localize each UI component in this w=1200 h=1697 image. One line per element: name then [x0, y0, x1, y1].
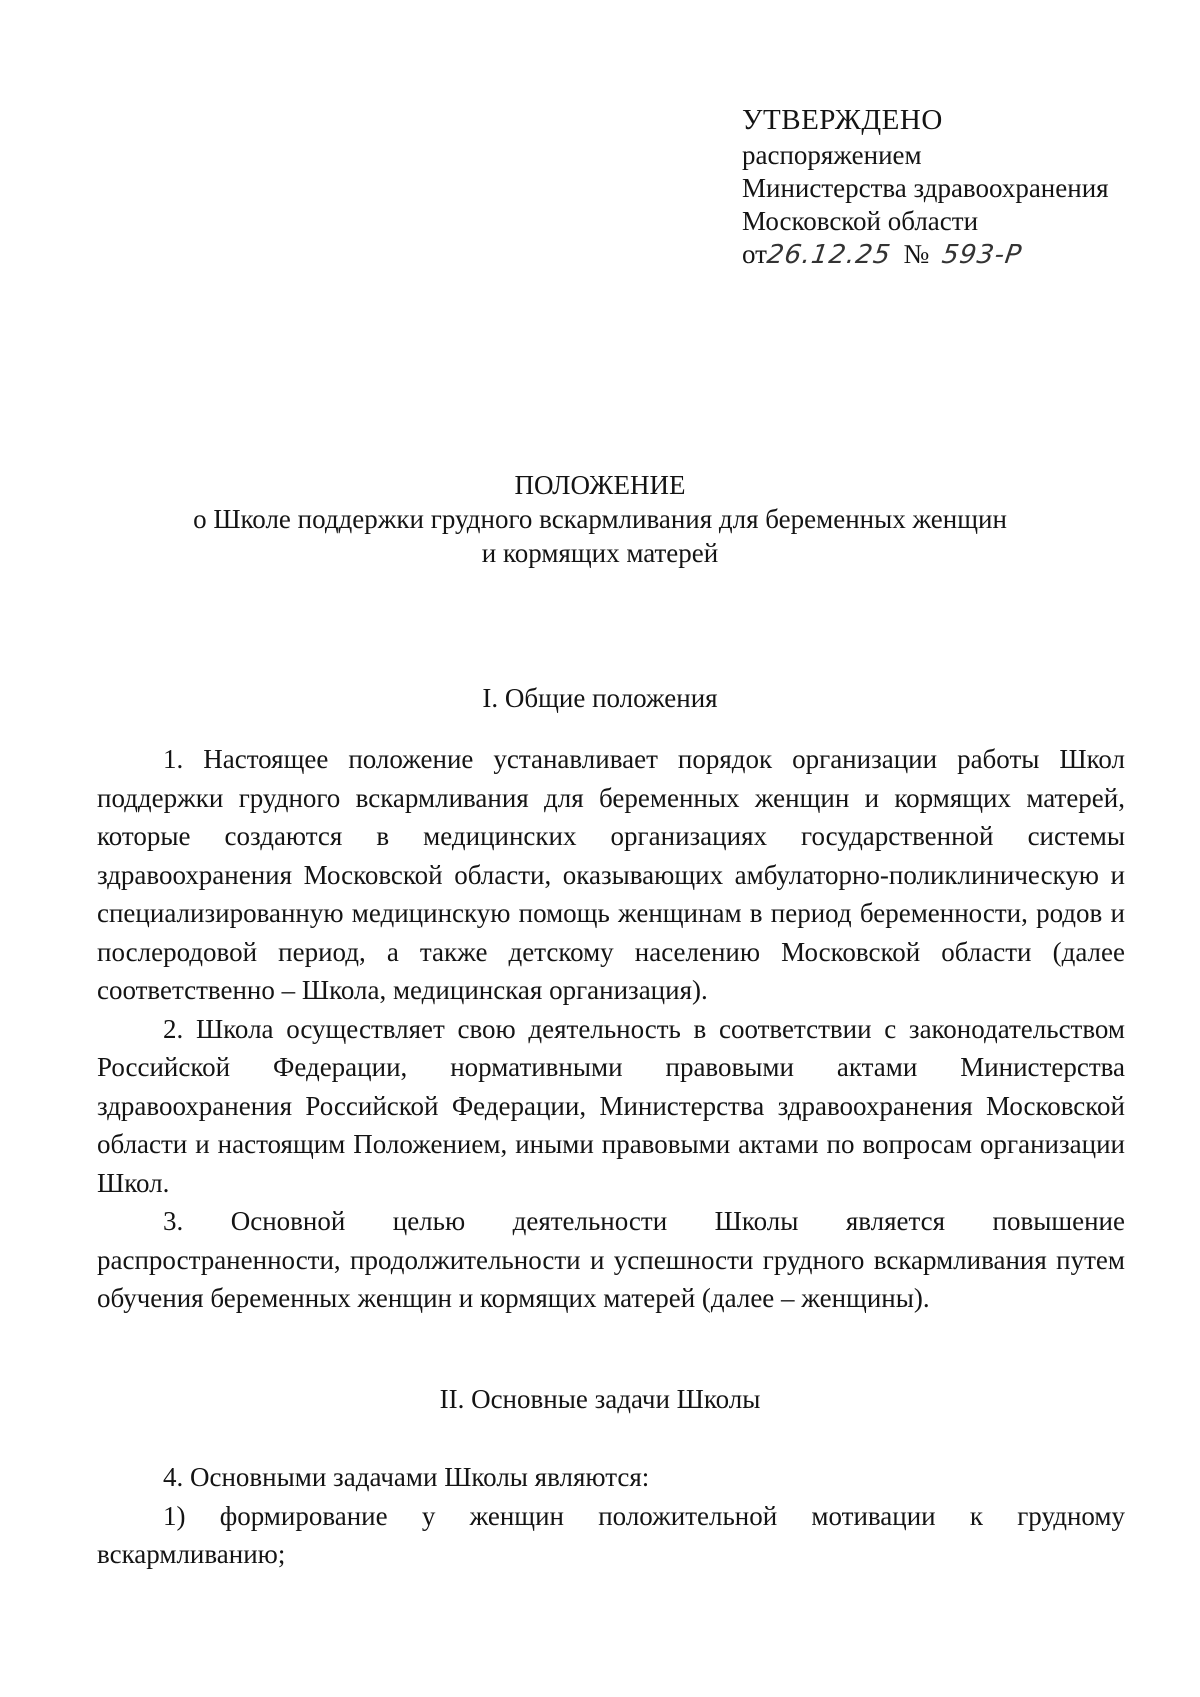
number-sign: № — [903, 239, 930, 269]
approval-title: УТВЕРЖДЕНО — [742, 104, 943, 136]
document-title-block — [0, 468, 1200, 570]
date-prefix: от — [742, 239, 767, 269]
document-subtitle-line-2: и кормящих матерей — [481, 538, 719, 568]
section-1-heading: I. Общие положения — [482, 683, 718, 713]
section-2-body — [97, 1458, 1125, 1574]
paragraph-4-item-1: 1) формирование у женщин положительной мотивации к грудному вскармливанию; — [97, 1500, 1125, 1569]
approval-line-3: Московской области — [742, 206, 979, 236]
document-subtitle-line-1: о Школе поддержки грудного вскармливания для беременных женщин — [193, 504, 1007, 534]
approval-block — [742, 104, 1109, 272]
paragraph-4: 4. Основными задачами Школы являются: — [163, 1462, 650, 1492]
paragraph-3: 3. Основной целью деятельности Школы является повышение распространенности, продолжительности и успешности грудного вскармливания путем обучения беременных женщин и кормящих матерей (далее – женщины). — [97, 1206, 1125, 1313]
section-1-body — [97, 740, 1125, 1318]
paragraph-1: 1. Настоящее положение устанавливает порядок организации работы Школ поддержки грудного вскармливания для беременных женщин и кормящих матерей, которые создаются в медицинских организациях государственной системы здравоохранения Московской области, оказывающих амбулаторно-поликлиническую и специализированную медицинскую помощь женщинам в период беременности, родов и послеродовой период, а также детскому населению Московской области (далее соответственно – Школа, медицинская организация). — [97, 744, 1125, 1005]
document-heading: ПОЛОЖЕНИЕ — [514, 470, 686, 500]
handwritten-date: 26.12.25 — [764, 240, 893, 270]
handwritten-number: 593-Р — [939, 240, 1024, 270]
paragraph-2: 2. Школа осуществляет свою деятельность в соответствии с законодательством Российской Федерации, нормативными правовыми актами Министерства здравоохранения Российской Федерации, Министерства здравоохранения Московской области и настоящим Положением, иными правовыми актами по вопросам организации Школ. — [97, 1013, 1125, 1198]
section-2-heading: II. Основные задачи Школы — [439, 1384, 761, 1414]
approval-date-line — [742, 238, 1109, 272]
approval-line-1: распоряжением — [742, 140, 922, 170]
approval-line-2: Министерства здравоохранения — [742, 173, 1109, 203]
